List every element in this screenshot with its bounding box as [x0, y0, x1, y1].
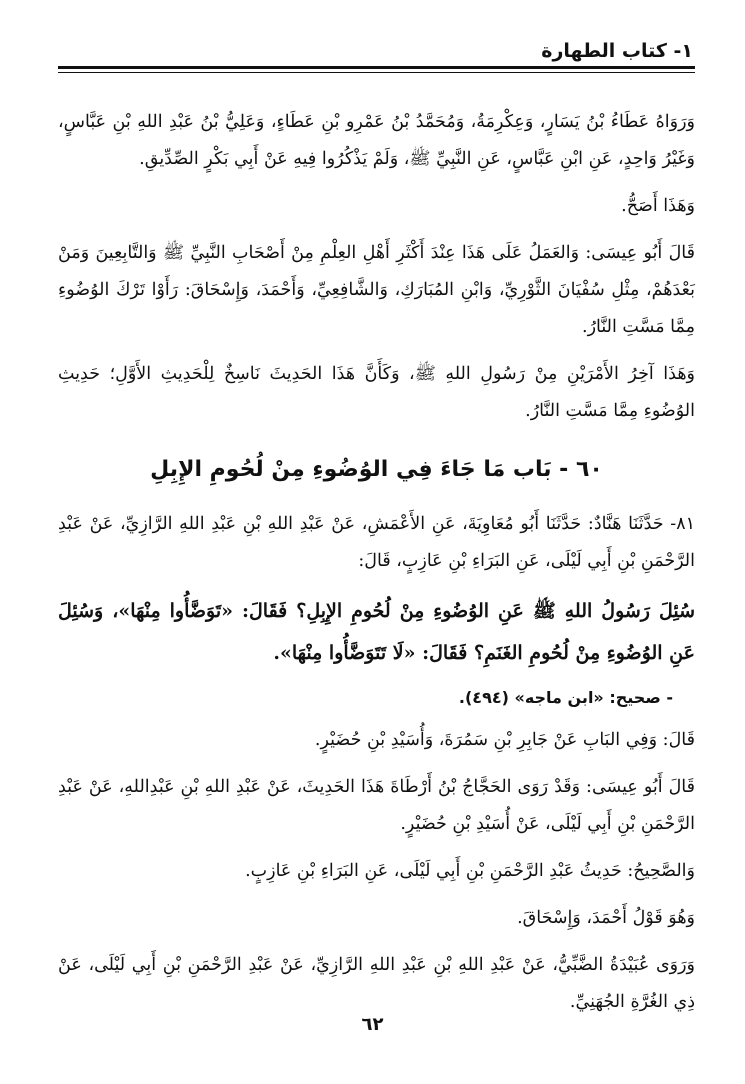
hadith-matn: سُئِلَ رَسُولُ اللهِ ﷺ عَنِ الوُضُوءِ مِنْ لُحُومِ الإِبِلِ؟ فَقَالَ: «تَوَضَّأُوا مِنْهَا»، وَسُئِلَ عَنِ الوُضُوءِ مِنْ لُحُومِ الغَنَمِ؟ فَقَالَ: «لَا تَتَوَضَّأُوا مِنْهَا». — [58, 600, 695, 664]
chapter-heading: ٦٠ - بَاب مَا جَاءَ فِي الوُضُوءِ مِنْ لُحُومِ الإِبِلِ — [150, 457, 603, 482]
paragraph-abrogation: وَهَذَا آخِرُ الأَمْرَيْنِ مِنْ رَسُولِ اللهِ ﷺ، وَكَأَنَّ هَذَا الحَدِيثَ نَاسِخٌ لِلْحَدِيثِ الأَوَّلِ؛ حَدِيثِ الوُضُوءِ مِمَّا مَسَّتِ النَّارُ. — [58, 364, 695, 421]
paragraph-scholars-practice: قَالَ أَبُو عِيسَى: وَالعَمَلُ عَلَى هَذَا عِنْدَ أَكْثَرِ أَهْلِ العِلْمِ مِنْ أَصْحَابِ النَّبِيِّ ﷺ وَالتَّابِعِينَ وَمَنْ بَعْدَهُمْ، مِثْلِ سُفْيَانَ الثَّوْرِيِّ، وَابْنِ المُبَارَكِ، وَالشَّافِعِيِّ، وَأَحْمَدَ، وَإِسْحَاقَ: رَأَوْا تَرْكَ الوُضُوءِ مِمَّا مَسَّتِ النَّارُ. — [58, 243, 695, 337]
paragraph-narrators: وَرَوَاهُ عَطَاءُ بْنُ يَسَارٍ، وَعِكْرِمَةُ، وَمُحَمَّدُ بْنُ عَمْرِو بْنِ عَطَاءٍ، وَعَلِيُّ بْنُ عَبْدِ اللهِ بْنِ عَبَّاسٍ، وَغَيْرُ وَاحِدٍ، عَنِ ابْنِ عَبَّاسٍ، عَنِ النَّبِيِّ ﷺ، وَلَمْ يَذْكُرُوا فِيهِ عَنْ أَبِي بَكْرٍ الصِّدِّيقِ. — [58, 112, 695, 169]
hadith-grading: - صحيح: «ابن ماجه» (٤٩٤). — [458, 688, 673, 707]
header-rule-thick — [58, 66, 695, 69]
paragraph-correct-narration: وَالصَّحِيحُ: حَدِيثُ عَبْدِ الرَّحْمَنِ بْنِ أَبِي لَيْلَى، عَنِ البَرَاءِ بْنِ عَازِبٍ. — [245, 861, 695, 881]
paragraph-hajjaj-narration: قَالَ أَبُو عِيسَى: وَقَدْ رَوَى الحَجَّاجُ بْنُ أَرْطَاةَ هَذَا الحَدِيثَ، عَنْ عَبْدِ اللهِ بْنِ عَبْدِاللهِ، عَنْ عَبْدِ الرَّحْمَنِ بْنِ أَبِي لَيْلَى، عَنْ أُسَيْدِ بْنِ حُضَيْرٍ. — [58, 777, 695, 834]
paragraph-verdict: وَهَذَا أَصَحُّ. — [621, 196, 695, 216]
paragraph-other-narrations: قَالَ: وَفِي البَابِ عَنْ جَابِرِ بْنِ سَمُرَةَ، وَأُسَيْدِ بْنِ حُضَيْرٍ. — [314, 730, 695, 750]
page-body — [58, 104, 695, 1031]
hadith-isnad: ٨١- حَدَّثَنَا هَنَّادٌ: حَدَّثَنَا أَبُو مُعَاوِيَةَ، عَنِ الأَعْمَشِ، عَنْ عَبْدِ اللهِ بْنِ عَبْدِ اللهِ الرَّازِيِّ، عَنْ عَبْدِ الرَّحْمَنِ بْنِ أَبِي لَيْلَى، عَنِ البَرَاءِ بْنِ عَازِبٍ، قَالَ: — [58, 514, 695, 571]
paragraph-ubaydah-narration: وَرَوَى عُبَيْدَةُ الضَّبِّيُّ، عَنْ عَبْدِ اللهِ بْنِ عَبْدِ اللهِ الرَّازِيِّ، عَنْ عَبْدِ الرَّحْمَنِ بْنِ أَبِي لَيْلَى، عَنْ ذِي الغُرَّةِ الجُهَنِيِّ. — [58, 955, 695, 1012]
page-number: ٦٢ — [361, 1014, 384, 1035]
header-rule-thin — [58, 72, 695, 73]
paragraph-opinion: وَهُوَ قَوْلُ أَحْمَدَ، وَإِسْحَاقَ. — [517, 908, 695, 928]
running-head-title: ١- كتاب الطهارة — [541, 40, 693, 62]
